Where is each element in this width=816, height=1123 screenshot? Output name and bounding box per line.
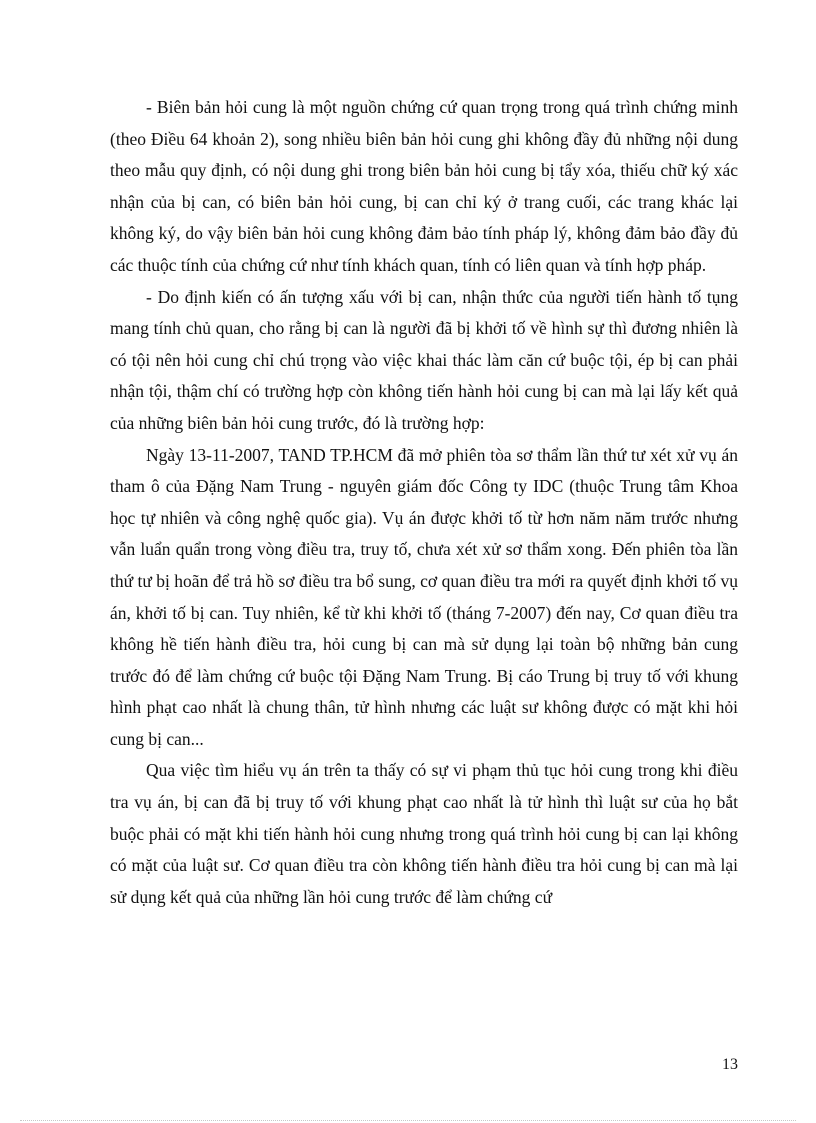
paragraph-analysis: Qua việc tìm hiểu vụ án trên ta thấy có sự vi phạm thủ tục hỏi cung trong khi điều tra vụ án, bị can đã bị truy tố với khung phạt cao nhất là tử hình thì luật sư của họ bắt buộc phải có mặt khi tiến hành hỏi cung nhưng trong quá trình hỏi cung bị can lại không có mặt của luật sư. Cơ quan điều tra còn không tiến hành điều tra hỏi cung bị can mà lại sử dụng kết quả của những lần hỏi cung trước để làm chứng cứ bbox=[110, 760, 738, 907]
paragraph-case-example: Ngày 13-11-2007, TAND TP.HCM đã mở phiên tòa sơ thẩm lần thứ tư xét xử vụ án tham ô của Đặng Nam Trung - nguyên giám đốc Công ty IDC (thuộc Trung tâm Khoa học tự nhiên và công nghệ quốc gia). Vụ án được khởi tố từ hơn năm năm trước nhưng vẫn luẩn quẩn trong vòng điều tra, truy tố, chưa xét xử sơ thẩm xong. Đến phiên tòa lần thứ tư bị hoãn để trả hồ sơ điều tra bổ sung, cơ quan điều tra mới ra quyết định khởi tố vụ án, khởi tố bị can. Tuy nhiên, kể từ khi khởi tố (tháng 7-2007) đến nay, Cơ quan điều tra không hề tiến hành điều tra, hỏi cung bị can mà sử dụng lại toàn bộ những bản cung trước đó để làm chứng cứ buộc tội Đặng Nam Trung. Bị cáo Trung bị truy tố với khung hình phạt cao nhất là chung thân, tử hình nhưng các luật sư không được có mặt khi hỏi cung bị can... bbox=[110, 444, 738, 749]
body-text bbox=[110, 92, 738, 913]
paragraph-prejudice: - Do định kiến có ấn tượng xấu với bị can, nhận thức của người tiến hành tố tụng mang tính chủ quan, cho rằng bị can là người đã bị khởi tố về hình sự thì đương nhiên là có tội nên hỏi cung chỉ chú trọng vào việc khai thác làm căn cứ buộc tội, ép bị can phải nhận tội, thậm chí có trường hợp còn không tiến hành hỏi cung bị can mà lại lấy kết quả của những biên bản hỏi cung trước, đó là trường hợp: bbox=[110, 286, 738, 433]
paragraph-interrogation-record: - Biên bản hỏi cung là một nguồn chứng cứ quan trọng trong quá trình chứng minh (theo Điều 64 khoản 2), song nhiều biên bản hỏi cung ghi không đầy đủ những nội dung theo mẫu quy định, có nội dung ghi trong biên bản hỏi cung bị tẩy xóa, thiếu chữ ký xác nhận của bị can, có biên bản hỏi cung, bị can chỉ ký ở trang cuối, các trang khác lại không ký, do vậy biên bản hỏi cung không đảm bảo tính pháp lý, không đảm bảo đầy đủ các thuộc tính của chứng cứ như tính khách quan, tính có liên quan và tính hợp pháp. bbox=[110, 97, 738, 275]
page-number: 13 bbox=[722, 1056, 738, 1073]
page-bottom-divider bbox=[20, 1120, 796, 1121]
